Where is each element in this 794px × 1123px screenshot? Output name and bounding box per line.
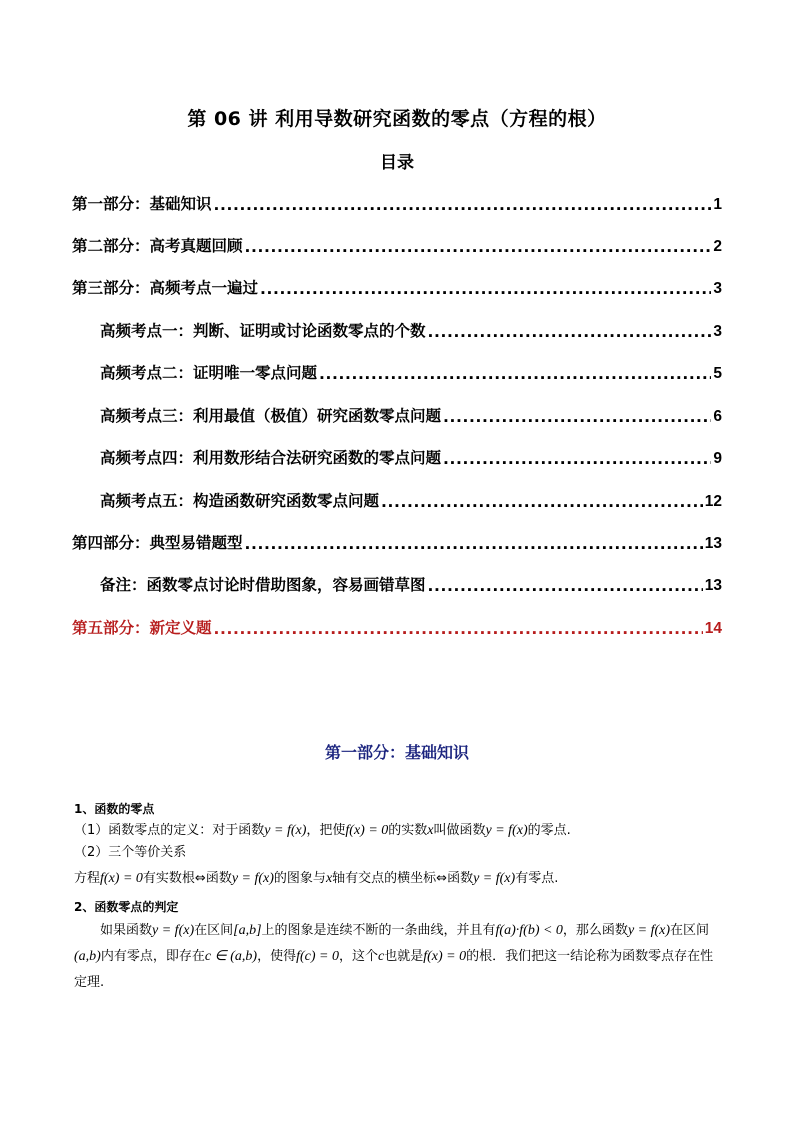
toc-leader-dots <box>381 493 703 511</box>
toc-entry-page: 1 <box>713 196 722 213</box>
toc-leader-dots <box>443 408 711 426</box>
toc-entry[interactable] <box>72 529 722 553</box>
toc-entry-page: 6 <box>713 408 722 425</box>
equivalence-symbol: ⇔ <box>436 871 448 886</box>
toc-entry[interactable] <box>100 571 722 595</box>
toc-entry-label: 高频考点五：构造函数研究函数零点问题 <box>100 492 380 510</box>
equivalence-symbol: ⇔ <box>194 871 206 886</box>
toc-entry-label: 第五部分：新定义题 <box>72 619 212 637</box>
document-title: 第 06 讲 利用导数研究函数的零点（方程的根） <box>187 108 607 130</box>
toc-entry[interactable] <box>100 444 722 468</box>
toc-leader-dots <box>214 196 712 214</box>
toc-entry-page: 3 <box>713 323 722 340</box>
toc-entry-label: 第三部分：高频考点一遍过 <box>72 279 259 297</box>
toc-entry-label: 第二部分：高考真题回顾 <box>72 237 243 255</box>
item-title: 1、函数的零点 <box>74 802 155 816</box>
toc-entry[interactable] <box>72 190 722 214</box>
definition-line: （1）函数零点的定义：对于函数y = f(x)，把使f(x) = 0的实数x叫做函数y = f(x)的零点. <box>74 823 571 838</box>
toc-entry[interactable] <box>72 614 722 638</box>
toc-leader-dots <box>428 577 703 595</box>
toc-leader-dots <box>428 323 712 341</box>
toc-entry-page: 13 <box>704 577 722 594</box>
toc-leader-dots <box>245 535 703 553</box>
toc-entry-page: 5 <box>713 365 722 382</box>
toc-entry-label: 高频考点二：证明唯一零点问题 <box>100 364 318 382</box>
toc-entry-page: 14 <box>704 620 722 637</box>
item-title: 2、函数零点的判定 <box>74 900 179 914</box>
theorem-paragraph: 如果函数y = f(x)在区间[a,b]上的图象是连续不断的一条曲线，并且有f(a)·f(b) < 0，那么函数y = f(x)在区间(a,b)内有零点，即存在c ∈ (a,b)，使得f(c) = 0，这个c也就是f(x) = 0的根．我们把这一结论称为函数零点存在性定理. <box>74 923 714 990</box>
toc-leader-dots <box>443 450 711 468</box>
toc-entry-label: 高频考点四：利用数形结合法研究函数的零点问题 <box>100 449 442 467</box>
toc-entry[interactable] <box>100 402 722 426</box>
toc-entry[interactable] <box>100 487 722 511</box>
equivalence-line: 方程f(x) = 0有实数根⇔函数y = f(x)的图象与x轴有交点的横坐标⇔函数y = f(x)有零点. <box>74 871 559 886</box>
toc-entry-label: 高频考点三：利用最值（极值）研究函数零点问题 <box>100 407 442 425</box>
toc-entry[interactable] <box>100 359 722 383</box>
toc-entry[interactable] <box>72 274 722 298</box>
section-heading: 第一部分：基础知识 <box>324 743 469 762</box>
toc-heading: 目录 <box>380 153 414 173</box>
toc-leader-dots <box>245 238 712 256</box>
toc-entry-label: 高频考点一：判断、证明或讨论函数零点的个数 <box>100 322 426 340</box>
toc-entry-page: 9 <box>713 450 722 467</box>
toc-entry-page: 13 <box>704 535 722 552</box>
subitem-line: （2）三个等价关系 <box>74 845 187 860</box>
toc-entry-page: 12 <box>704 493 722 510</box>
toc-entry-label: 第一部分：基础知识 <box>72 195 212 213</box>
toc-entry-label: 第四部分：典型易错题型 <box>72 534 243 552</box>
toc-leader-dots <box>260 280 711 298</box>
toc-entry-page: 3 <box>713 280 722 297</box>
toc-leader-dots <box>319 365 711 383</box>
toc-entry-page: 2 <box>713 238 722 255</box>
toc-entry[interactable] <box>100 317 722 341</box>
toc-entry[interactable] <box>72 232 722 256</box>
toc-entry-label: 备注：函数零点讨论时借助图象，容易画错草图 <box>100 576 426 594</box>
toc-leader-dots <box>214 620 703 638</box>
section-body <box>74 798 726 996</box>
